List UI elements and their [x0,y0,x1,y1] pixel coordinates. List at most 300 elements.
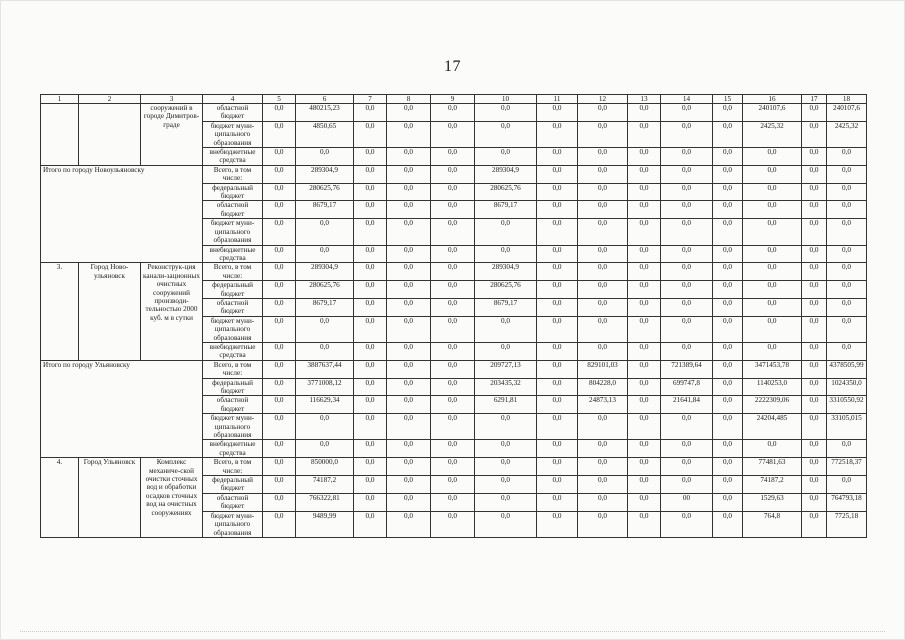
total-title: Итого по городу Новоульяновску [41,165,203,262]
value-cell: 0,0 [387,219,431,245]
value-cell: 0,0 [661,342,713,360]
value-cell: 0,0 [354,378,387,396]
value-cell: 0,0 [661,263,713,281]
value-cell: 0,0 [628,281,661,299]
value-cell: 0,0 [827,245,867,263]
value-cell: 0,0 [387,476,431,494]
value-cell: 0,0 [537,165,578,183]
value-cell: 0,0 [802,378,827,396]
value-cell: 0,0 [431,316,475,342]
value-cell: 209727,13 [475,360,537,378]
funding-source-label: федеральный бюджет [203,378,263,396]
value-cell: 0,0 [661,458,713,476]
value-cell: 0,0 [263,121,296,147]
value-cell: 0,0 [628,493,661,511]
value-cell: 0,0 [578,104,628,122]
value-cell: 0,0 [713,476,743,494]
value-cell: 0,0 [827,281,867,299]
value-cell: 0,0 [537,378,578,396]
value-cell: 0,0 [713,493,743,511]
funding-source-label: Всего, в том числе: [203,360,263,378]
value-cell: 0,0 [475,148,537,166]
value-cell: 0,0 [713,458,743,476]
value-cell: 0,0 [661,201,713,219]
value-cell: 0,0 [827,183,867,201]
value-cell: 9489,99 [296,511,354,537]
budget-table [40,94,867,538]
table-row [41,165,867,183]
value-cell: 0,0 [743,148,802,166]
value-cell: 0,0 [263,219,296,245]
value-cell: 0,0 [827,148,867,166]
value-cell: 0,0 [354,298,387,316]
value-cell: 0,0 [387,440,431,458]
value-cell: 0,0 [713,342,743,360]
value-cell: 0,0 [578,219,628,245]
value-cell: 6291,81 [475,396,537,414]
value-cell: 0,0 [743,316,802,342]
value-cell: 0,0 [628,121,661,147]
value-cell: 0,0 [475,414,537,440]
value-cell: 0,0 [661,148,713,166]
value-cell: 0,0 [263,414,296,440]
value-cell: 0,0 [475,440,537,458]
value-cell: 0,0 [628,378,661,396]
value-cell: 699747,8 [661,378,713,396]
value-cell: 0,0 [431,440,475,458]
value-cell: 289304,9 [296,263,354,281]
value-cell: 2425,32 [827,121,867,147]
value-cell: 0,0 [661,476,713,494]
value-cell: 0,0 [387,378,431,396]
value-cell: 0,0 [387,263,431,281]
value-cell: 0,0 [802,165,827,183]
value-cell: 0,0 [802,511,827,537]
value-cell: 0,0 [537,458,578,476]
value-cell: 0,0 [578,511,628,537]
column-number-7: 7 [354,95,387,104]
value-cell: 0,0 [743,165,802,183]
item-locality: Город Ново-ульяновск [79,263,141,360]
value-cell: 0,0 [354,476,387,494]
value-cell: 0,0 [578,183,628,201]
value-cell: 804228,0 [578,378,628,396]
value-cell: 0,0 [743,183,802,201]
value-cell: 0,0 [431,298,475,316]
value-cell: 1140253,0 [743,378,802,396]
value-cell: 0,0 [263,148,296,166]
value-cell: 0,0 [628,104,661,122]
value-cell: 116629,34 [296,396,354,414]
value-cell: 0,0 [354,342,387,360]
value-cell: 289304,9 [475,263,537,281]
header-row [41,95,867,104]
value-cell: 0,0 [431,165,475,183]
value-cell: 0,0 [661,219,713,245]
value-cell: 0,0 [431,511,475,537]
value-cell: 0,0 [263,378,296,396]
value-cell: 0,0 [387,298,431,316]
value-cell: 0,0 [827,219,867,245]
value-cell: 0,0 [431,104,475,122]
value-cell: 0,0 [628,440,661,458]
value-cell: 0,0 [713,165,743,183]
value-cell: 0,0 [802,219,827,245]
value-cell: 0,0 [387,104,431,122]
value-cell: 0,0 [263,458,296,476]
value-cell: 0,0 [537,263,578,281]
value-cell: 0,0 [628,458,661,476]
value-cell: 0,0 [263,396,296,414]
item-number [41,104,79,166]
value-cell: 0,0 [537,219,578,245]
value-cell: 0,0 [713,183,743,201]
item-number: 4. [41,458,79,538]
value-cell: 289304,9 [296,165,354,183]
value-cell: 0,0 [827,298,867,316]
funding-source-label: Всего, в том числе: [203,458,263,476]
value-cell: 0,0 [387,183,431,201]
column-number-14: 14 [661,95,713,104]
value-cell: 8679,17 [296,201,354,219]
value-cell: 0,0 [578,165,628,183]
value-cell: 0,0 [263,201,296,219]
value-cell: 0,0 [628,511,661,537]
value-cell: 0,0 [802,148,827,166]
value-cell: 0,0 [431,360,475,378]
value-cell: 0,0 [713,201,743,219]
value-cell: 0,0 [431,245,475,263]
value-cell: 0,0 [713,104,743,122]
funding-source-label: Всего, в том числе: [203,263,263,281]
value-cell: 0,0 [354,263,387,281]
value-cell: 0,0 [713,396,743,414]
value-cell: 0,0 [431,458,475,476]
value-cell: 0,0 [387,201,431,219]
value-cell: 74187,2 [296,476,354,494]
value-cell: 0,0 [354,396,387,414]
column-number-16: 16 [743,95,802,104]
value-cell: 0,0 [537,104,578,122]
value-cell: 772518,37 [827,458,867,476]
value-cell: 0,0 [431,121,475,147]
value-cell: 0,0 [263,165,296,183]
value-cell: 2425,32 [743,121,802,147]
value-cell: 0,0 [263,281,296,299]
value-cell: 0,0 [387,414,431,440]
value-cell: 0,0 [537,183,578,201]
value-cell: 0,0 [628,245,661,263]
value-cell: 0,0 [661,245,713,263]
value-cell: 0,0 [537,201,578,219]
value-cell: 0,0 [578,476,628,494]
value-cell: 0,0 [802,414,827,440]
value-cell: 0,0 [661,316,713,342]
funding-source-label: федеральный бюджет [203,281,263,299]
value-cell: 0,0 [431,414,475,440]
item-number: 3. [41,263,79,360]
value-cell: 0,0 [661,121,713,147]
value-cell: 0,0 [802,104,827,122]
value-cell: 764793,18 [827,493,867,511]
value-cell: 0,0 [628,414,661,440]
value-cell: 0,0 [661,281,713,299]
column-number-2: 2 [79,95,141,104]
value-cell: 766322,81 [296,493,354,511]
table-row [41,263,867,281]
funding-source-label: бюджет муни-ципального образования [203,511,263,537]
value-cell: 0,0 [263,476,296,494]
value-cell: 0,0 [827,316,867,342]
item-object: Комплекс механиче-ской очистки сточных вод и обработки осадков сточных вод на очистных сооружениях [141,458,203,538]
column-number-12: 12 [578,95,628,104]
value-cell: 0,0 [387,360,431,378]
value-cell: 0,0 [713,148,743,166]
value-cell: 0,0 [431,183,475,201]
value-cell: 0,0 [802,440,827,458]
funding-source-label: федеральный бюджет [203,476,263,494]
value-cell: 0,0 [537,414,578,440]
value-cell: 0,0 [354,219,387,245]
funding-source-label: бюджет муни-ципального образования [203,316,263,342]
value-cell: 0,0 [578,281,628,299]
column-number-10: 10 [475,95,537,104]
value-cell: 0,0 [354,183,387,201]
table-row [41,104,867,122]
value-cell: 0,0 [578,298,628,316]
value-cell: 3471453,78 [743,360,802,378]
value-cell: 240107,6 [827,104,867,122]
value-cell: 0,0 [354,148,387,166]
value-cell: 0,0 [537,511,578,537]
value-cell: 0,0 [743,219,802,245]
value-cell: 0,0 [578,121,628,147]
value-cell: 0,0 [475,458,537,476]
column-number-9: 9 [431,95,475,104]
value-cell: 0,0 [475,511,537,537]
value-cell: 3887637,44 [296,360,354,378]
value-cell: 0,0 [537,440,578,458]
value-cell: 0,0 [578,414,628,440]
value-cell: 0,0 [802,493,827,511]
value-cell: 0,0 [713,121,743,147]
value-cell: 8679,17 [475,298,537,316]
value-cell: 289304,9 [475,165,537,183]
value-cell: 0,0 [263,245,296,263]
funding-source-label: областной бюджет [203,396,263,414]
value-cell: 0,0 [802,201,827,219]
value-cell: 0,0 [661,440,713,458]
column-number-13: 13 [628,95,661,104]
value-cell: 0,0 [354,201,387,219]
column-number-15: 15 [713,95,743,104]
value-cell: 0,0 [431,476,475,494]
table-row [41,360,867,378]
value-cell: 2222309,06 [743,396,802,414]
value-cell: 280625,76 [296,183,354,201]
column-number-17: 17 [802,95,827,104]
value-cell: 0,0 [661,414,713,440]
value-cell: 0,0 [537,360,578,378]
value-cell: 0,0 [578,458,628,476]
value-cell: 0,0 [802,342,827,360]
value-cell: 0,0 [354,360,387,378]
value-cell: 0,0 [578,245,628,263]
value-cell: 0,0 [802,360,827,378]
value-cell: 0,0 [743,440,802,458]
value-cell: 0,0 [431,263,475,281]
value-cell: 280625,76 [475,281,537,299]
value-cell: 0,0 [578,316,628,342]
value-cell: 0,0 [431,219,475,245]
value-cell: 0,0 [354,245,387,263]
value-cell: 240107,6 [743,104,802,122]
value-cell: 0,0 [263,263,296,281]
value-cell: 0,0 [431,396,475,414]
funding-source-label: областной бюджет [203,104,263,122]
value-cell: 0,0 [431,148,475,166]
value-cell: 0,0 [743,281,802,299]
value-cell: 0,0 [296,316,354,342]
value-cell: 0,0 [713,360,743,378]
value-cell: 0,0 [296,245,354,263]
value-cell: 0,0 [354,121,387,147]
value-cell: 0,0 [354,493,387,511]
value-cell: 764,8 [743,511,802,537]
total-title: Итого по городу Ульяновску [41,360,203,457]
page-number: 17 [444,58,461,75]
value-cell: 0,0 [628,201,661,219]
value-cell: 3771008,12 [296,378,354,396]
value-cell: 0,0 [296,148,354,166]
value-cell: 0,0 [661,104,713,122]
value-cell: 0,0 [431,342,475,360]
value-cell: 0,0 [628,342,661,360]
value-cell: 0,0 [263,493,296,511]
value-cell: 0,0 [296,440,354,458]
value-cell: 8679,17 [296,298,354,316]
value-cell: 0,0 [713,414,743,440]
column-number-3: 3 [141,95,203,104]
value-cell: 0,0 [537,121,578,147]
value-cell: 0,0 [387,281,431,299]
value-cell: 4850,65 [296,121,354,147]
value-cell: 0,0 [743,201,802,219]
value-cell: 0,0 [713,219,743,245]
value-cell: 0,0 [713,281,743,299]
value-cell: 24873,13 [578,396,628,414]
value-cell: 0,0 [802,396,827,414]
value-cell: 0,0 [628,360,661,378]
value-cell: 0,0 [387,316,431,342]
funding-source-label: внебюджетные средства [203,245,263,263]
value-cell: 0,0 [354,458,387,476]
value-cell: 0,0 [802,298,827,316]
value-cell: 0,0 [475,121,537,147]
value-cell: 280625,76 [475,183,537,201]
value-cell: 0,0 [387,121,431,147]
value-cell: 203435,32 [475,378,537,396]
value-cell: 0,0 [387,165,431,183]
value-cell: 0,0 [713,245,743,263]
value-cell: 7725,18 [827,511,867,537]
value-cell: 280625,76 [296,281,354,299]
value-cell: 0,0 [431,281,475,299]
value-cell: 0,0 [827,263,867,281]
value-cell: 33105,015 [827,414,867,440]
value-cell: 0,0 [537,396,578,414]
value-cell: 0,0 [475,342,537,360]
value-cell: 0,0 [802,121,827,147]
value-cell: 0,0 [263,104,296,122]
table-row [41,458,867,476]
funding-source-label: Всего, в том числе: [203,165,263,183]
value-cell: 0,0 [578,263,628,281]
value-cell: 0,0 [713,263,743,281]
value-cell: 0,0 [743,342,802,360]
column-number-18: 18 [827,95,867,104]
value-cell: 0,0 [387,342,431,360]
value-cell: 77481,63 [743,458,802,476]
column-number-8: 8 [387,95,431,104]
value-cell: 0,0 [387,396,431,414]
value-cell: 0,0 [296,342,354,360]
value-cell: 0,0 [263,298,296,316]
value-cell: 1529,63 [743,493,802,511]
value-cell: 0,0 [827,440,867,458]
value-cell: 0,0 [661,183,713,201]
value-cell: 0,0 [578,201,628,219]
funding-source-label: внебюджетные средства [203,148,263,166]
value-cell: 0,0 [661,298,713,316]
value-cell: 0,0 [354,414,387,440]
value-cell: 480215,23 [296,104,354,122]
funding-source-label: бюджет муни-ципального образования [203,219,263,245]
value-cell: 0,0 [263,511,296,537]
value-cell: 0,0 [578,148,628,166]
value-cell: 0,0 [628,219,661,245]
value-cell: 0,0 [802,316,827,342]
value-cell: 0,0 [387,245,431,263]
value-cell: 0,0 [296,219,354,245]
value-cell: 0,0 [713,511,743,537]
value-cell: 0,0 [537,245,578,263]
value-cell: 0,0 [802,458,827,476]
value-cell: 0,0 [802,245,827,263]
value-cell: 0,0 [578,493,628,511]
value-cell: 0,0 [827,476,867,494]
value-cell: 0,0 [475,493,537,511]
value-cell: 0,0 [743,245,802,263]
value-cell: 0,0 [802,183,827,201]
value-cell: 0,0 [661,511,713,537]
value-cell: 0,0 [628,298,661,316]
value-cell: 0,0 [354,165,387,183]
value-cell: 0,0 [661,165,713,183]
value-cell: 0,0 [263,360,296,378]
item-locality: Город Ульяновск [79,458,141,538]
value-cell: 0,0 [387,148,431,166]
value-cell: 0,0 [827,342,867,360]
value-cell: 0,0 [802,476,827,494]
value-cell: 0,0 [263,440,296,458]
funding-source-label: областной бюджет [203,201,263,219]
value-cell: 0,0 [475,245,537,263]
value-cell: 0,0 [354,104,387,122]
value-cell: 0,0 [431,378,475,396]
item-object: сооружений в городе Димитров-граде [141,104,203,166]
value-cell: 0,0 [743,298,802,316]
